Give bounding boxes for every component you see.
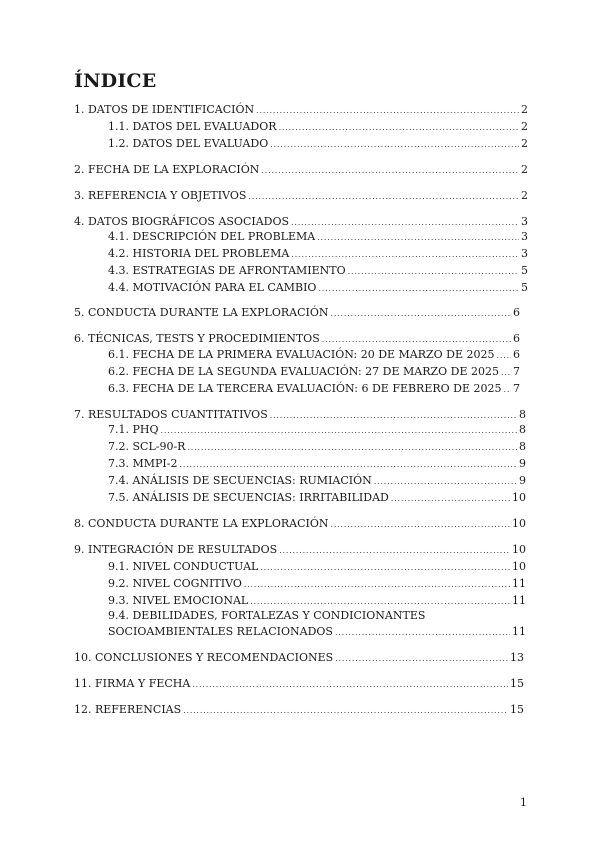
- toc-entry-label: 4.4. MOTIVACIÓN PARA EL CAMBIO: [108, 281, 317, 294]
- toc-entry-7-3[interactable]: [108, 456, 526, 471]
- toc-entry-page: 7: [513, 365, 520, 378]
- toc-entry-page: 5: [521, 281, 528, 294]
- toc-entry-label: 10. CONCLUSIONES Y RECOMENDACIONES: [74, 651, 334, 664]
- toc-entry-12[interactable]: [74, 702, 524, 717]
- toc-entry-7-4[interactable]: [108, 473, 526, 488]
- toc-entry-4-4[interactable]: [108, 280, 528, 295]
- leader-dots: [270, 137, 519, 152]
- toc-entry-label: 5. CONDUCTA DURANTE LA EXPLORACIÓN: [74, 306, 329, 319]
- toc-entry-1-2[interactable]: [108, 136, 528, 151]
- toc-entry-label: 8. CONDUCTA DURANTE LA EXPLORACIÓN: [74, 517, 329, 530]
- leader-dots: [261, 163, 519, 178]
- toc-entry-page: 6: [513, 306, 520, 319]
- toc-entry-9-4-line2[interactable]: [108, 624, 526, 639]
- leader-dots: [250, 594, 510, 609]
- toc-entry-page: 15: [510, 677, 524, 690]
- toc-entry-10[interactable]: [74, 650, 524, 665]
- toc-entry-9-3[interactable]: [108, 593, 526, 608]
- toc-entry-page: 3: [521, 230, 528, 243]
- toc-entry-4-2[interactable]: [108, 246, 528, 261]
- leader-dots: [391, 491, 510, 506]
- leader-dots: [331, 517, 511, 532]
- toc-entry-label: 9.2. NIVEL COGNITIVO: [108, 577, 242, 590]
- toc-entry-page: 10: [512, 560, 526, 573]
- toc-entry-page: 3: [521, 247, 528, 260]
- leader-dots: [318, 281, 519, 296]
- toc-entry-label: 7.4. ANÁLISIS DE SECUENCIAS: RUMIACIÓN: [108, 474, 372, 487]
- toc-entry-page: 3: [521, 215, 528, 228]
- toc-entry-page: 10: [512, 517, 526, 530]
- toc-entry-label: 3. REFERENCIA Y OBJETIVOS: [74, 189, 247, 202]
- toc-entry-7[interactable]: [74, 407, 526, 422]
- toc-entry-6-2[interactable]: [108, 364, 520, 379]
- toc-entry-label: 7.2. SCL-90-R: [108, 440, 186, 453]
- toc-entry-label: 7.3. MMPI-2: [108, 457, 178, 470]
- leader-dots: [331, 306, 512, 321]
- leader-dots: [291, 215, 519, 230]
- toc-entry-9-4-line1[interactable]: 9.4. DEBILIDADES, FORTALEZAS Y CONDICIONANTES: [108, 609, 426, 622]
- toc-entry-page: 6: [513, 332, 520, 345]
- toc-entry-label: 7.1. PHQ: [108, 423, 159, 436]
- toc-entry-label: 7. RESULTADOS CUANTITATIVOS: [74, 408, 268, 421]
- toc-entry-label: 6.1. FECHA DE LA PRIMERA EVALUACIÓN: 20 DE MARZO DE 2025: [108, 348, 495, 361]
- leader-dots: [279, 120, 519, 135]
- toc-entry-7-1[interactable]: [108, 422, 526, 437]
- toc-entry-label: 7.5. ANÁLISIS DE SECUENCIAS: IRRITABILIDAD: [108, 491, 389, 504]
- toc-entry-7-5[interactable]: [108, 490, 526, 505]
- toc-entry-page: 10: [512, 491, 526, 504]
- leader-dots: [270, 408, 517, 423]
- page-title: ÍNDICE: [74, 70, 157, 92]
- leader-dots: [497, 348, 511, 363]
- toc-entry-label: 4.2. HISTORIA DEL PROBLEMA: [108, 247, 290, 260]
- leader-dots: [322, 332, 511, 347]
- toc-entry-page: 13: [510, 651, 524, 664]
- toc-entry-label: 9.1. NIVEL CONDUCTUAL: [108, 560, 259, 573]
- leader-dots: [161, 423, 518, 438]
- toc-entry-page: 2: [521, 120, 528, 133]
- leader-dots: [187, 440, 517, 455]
- leader-dots: [348, 264, 519, 279]
- toc-entry-page: 8: [519, 423, 526, 436]
- toc-entry-9-2[interactable]: [108, 576, 526, 591]
- toc-entry-label: 2. FECHA DE LA EXPLORACIÓN: [74, 163, 260, 176]
- page-number: 1: [520, 796, 527, 809]
- toc-entry-7-2[interactable]: [108, 439, 526, 454]
- toc-entry-label: 4.1. DESCRIPCIÓN DEL PROBLEMA: [108, 230, 316, 243]
- leader-dots: [192, 677, 508, 692]
- toc-entry-6-3[interactable]: [108, 381, 520, 396]
- leader-dots: [279, 543, 510, 558]
- toc-entry-4-3[interactable]: [108, 263, 528, 278]
- toc-entry-4-1[interactable]: [108, 229, 528, 244]
- toc-entry-page: 5: [521, 264, 528, 277]
- toc-entry-label: 6. TÉCNICAS, TESTS Y PROCEDIMIENTOS: [74, 332, 320, 345]
- leader-dots: [335, 651, 508, 666]
- leader-dots: [256, 103, 519, 118]
- leader-dots: [260, 560, 510, 575]
- toc-entry-page: 11: [512, 594, 526, 607]
- leader-dots: [183, 703, 508, 718]
- toc-entry-6[interactable]: [74, 331, 520, 346]
- toc-entry-page: 2: [521, 163, 528, 176]
- toc-entry-page: 11: [512, 625, 526, 638]
- leader-dots: [504, 382, 511, 397]
- toc-entry-label: 1.1. DATOS DEL EVALUADOR: [108, 120, 277, 133]
- toc-entry-8[interactable]: [74, 516, 526, 531]
- toc-entry-page: 10: [512, 543, 526, 556]
- toc-entry-5[interactable]: [74, 305, 520, 320]
- toc-entry-label: 6.3. FECHA DE LA TERCERA EVALUACIÓN: 6 DE FEBRERO DE 2025: [108, 382, 502, 395]
- toc-entry-page: 2: [521, 137, 528, 150]
- toc-entry-label: 1. DATOS DE IDENTIFICACIÓN: [74, 103, 255, 116]
- toc-entry-page: 15: [510, 703, 524, 716]
- leader-dots: [248, 189, 519, 204]
- toc-entry-label: 12. REFERENCIAS: [74, 703, 182, 716]
- toc-entry-1[interactable]: [74, 102, 528, 117]
- toc-entry-3[interactable]: [74, 188, 528, 203]
- toc-entry-2[interactable]: [74, 162, 528, 177]
- toc-entry-6-1[interactable]: [108, 347, 520, 362]
- toc-entry-9[interactable]: [74, 542, 526, 557]
- toc-entry-page: 11: [512, 577, 526, 590]
- leader-dots: [244, 577, 510, 592]
- toc-entry-page: 9: [519, 474, 526, 487]
- toc-entry-label: 9. INTEGRACIÓN DE RESULTADOS: [74, 543, 278, 556]
- leader-dots: [291, 247, 519, 262]
- toc-entry-label: 9.3. NIVEL EMOCIONAL: [108, 594, 249, 607]
- leader-dots: [335, 625, 510, 640]
- toc-entry-label: 1.2. DATOS DEL EVALUADO: [108, 137, 269, 150]
- toc-entry-4[interactable]: [74, 214, 528, 229]
- toc-entry-label: 11. FIRMA Y FECHA: [74, 677, 191, 690]
- toc-entry-page: 2: [521, 103, 528, 116]
- leader-dots: [374, 474, 517, 489]
- toc-entry-page: 8: [519, 440, 526, 453]
- toc-entry-page: 6: [513, 348, 520, 361]
- toc-entry-page: 9: [519, 457, 526, 470]
- leader-dots: [179, 457, 517, 472]
- toc-entry-9-1[interactable]: [108, 559, 526, 574]
- toc-entry-label: 4.3. ESTRATEGIAS DE AFRONTAMIENTO: [108, 264, 346, 277]
- toc-entry-1-1[interactable]: [108, 119, 528, 134]
- leader-dots: [317, 230, 519, 245]
- toc-entry-label: 6.2. FECHA DE LA SEGUNDA EVALUACIÓN: 27 DE MARZO DE 2025: [108, 365, 499, 378]
- toc-entry-label: SOCIOAMBIENTALES RELACIONADOS: [108, 625, 333, 638]
- leader-dots: [501, 365, 511, 380]
- toc-entry-page: 8: [519, 408, 526, 421]
- toc-entry-page: 2: [521, 189, 528, 202]
- toc-entry-label: 4. DATOS BIOGRÁFICOS ASOCIADOS: [74, 215, 290, 228]
- toc-entry-11[interactable]: [74, 676, 524, 691]
- toc-entry-page: 7: [513, 382, 520, 395]
